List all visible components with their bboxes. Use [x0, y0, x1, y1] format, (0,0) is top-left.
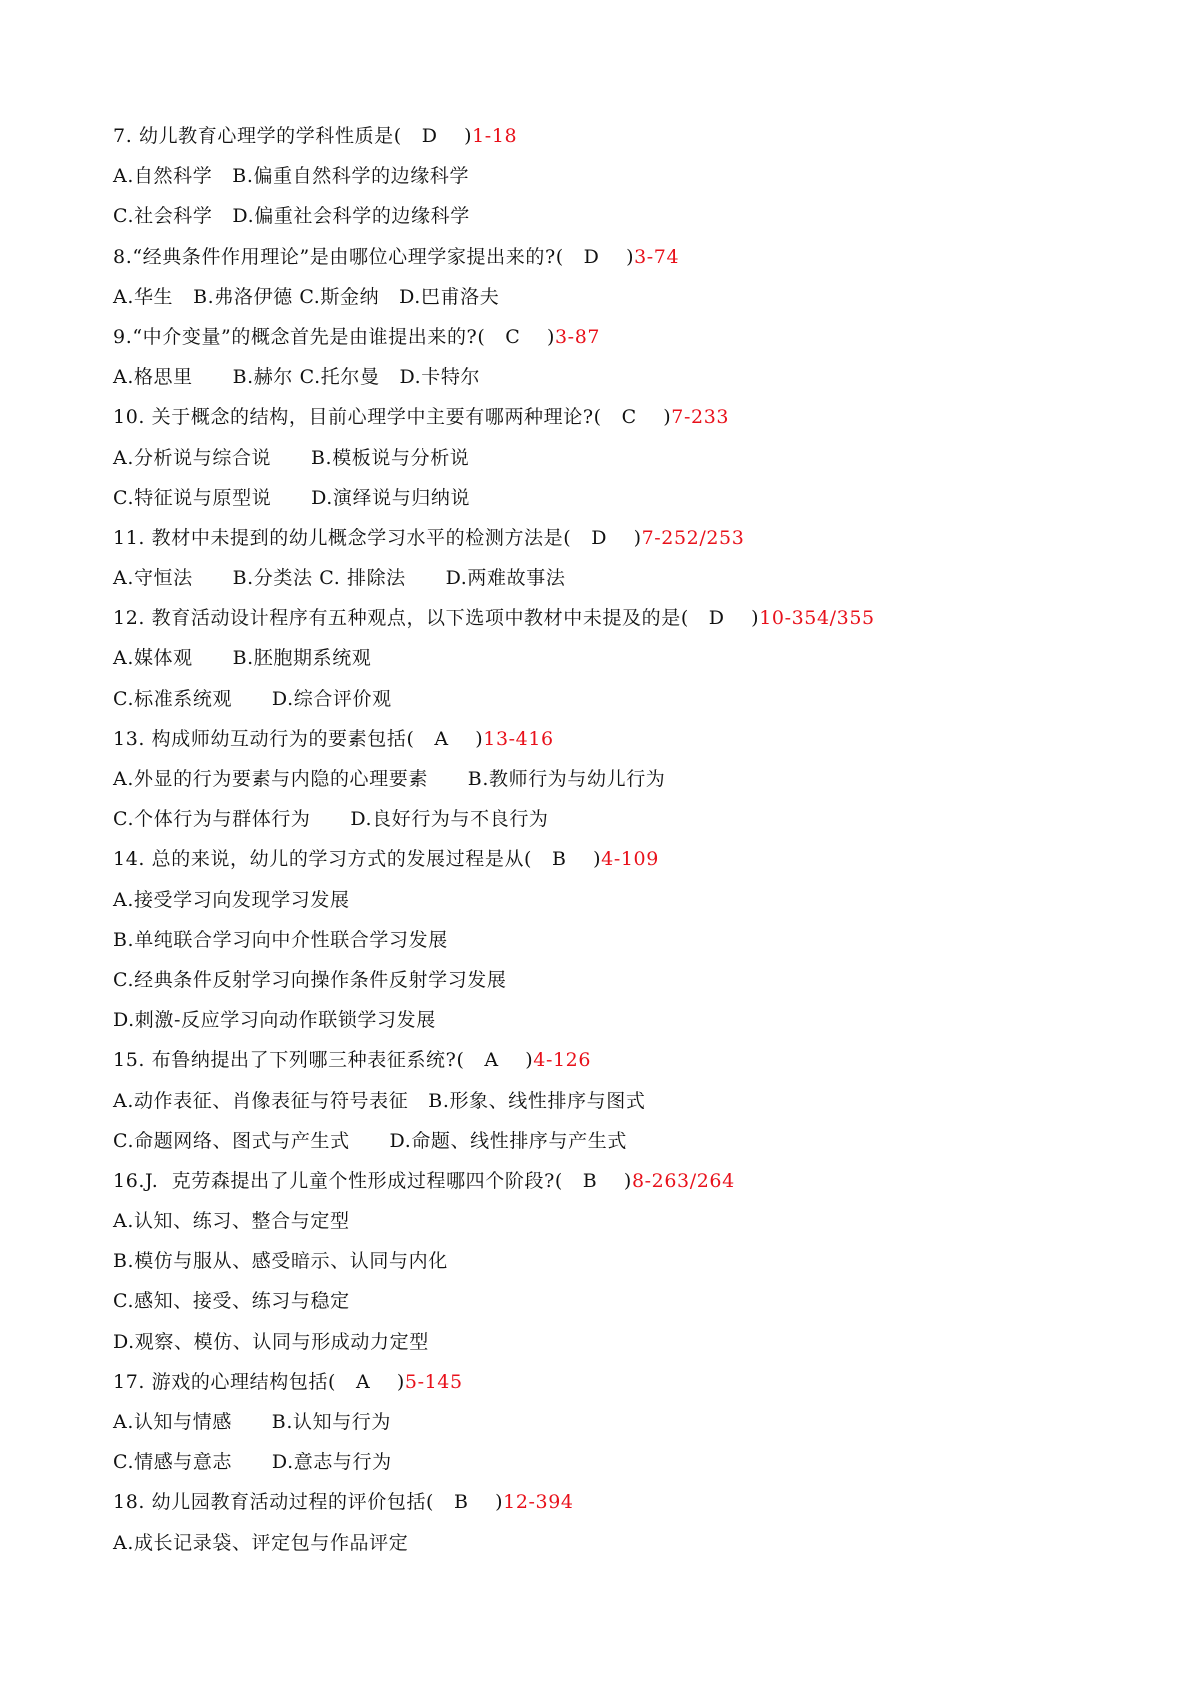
option-line	[113, 1322, 1113, 1362]
question-list	[113, 116, 1113, 1563]
option-line	[113, 277, 1113, 317]
option-line	[113, 759, 1113, 799]
page-reference: 3-74	[634, 245, 680, 268]
option-text: A.华生 B.弗洛伊德 C.斯金纳 D.巴甫洛夫	[113, 285, 500, 308]
page-reference: 7-233	[671, 406, 730, 429]
option-line	[113, 1241, 1113, 1281]
option-text: C.标准系统观 D.综合评价观	[113, 687, 392, 710]
option-text: C.情感与意志 D.意志与行为	[113, 1451, 392, 1474]
option-line	[113, 1281, 1113, 1321]
question-line	[113, 1040, 1113, 1080]
question-line	[113, 116, 1113, 156]
option-text: C.社会科学 D.偏重社会科学的边缘科学	[113, 205, 470, 228]
option-text: A.自然科学 B.偏重自然科学的边缘科学	[113, 165, 470, 188]
option-text: A.认知与情感 B.认知与行为	[113, 1411, 392, 1433]
question-line	[113, 719, 1113, 759]
question-text: 17. 游戏的心理结构包括( A )	[113, 1370, 405, 1393]
option-line	[113, 1000, 1113, 1040]
option-text: C.感知、接受、练习与稳定	[113, 1290, 350, 1313]
option-text: A.成长记录袋、评定包与作品评定	[113, 1531, 409, 1554]
question-text: 8.“经典条件作用理论”是由哪位心理学家提出来的?( D )	[113, 245, 635, 268]
option-line	[113, 920, 1113, 960]
question-line	[113, 839, 1113, 879]
option-text: A.格思里 B.赫尔 C.托尔曼 D.卡特尔	[113, 366, 481, 389]
option-line	[113, 478, 1113, 518]
option-text: A.动作表征、肖像表征与符号表征 B.形象、线性排序与图式	[113, 1089, 646, 1112]
question-text: 12. 教育活动设计程序有五种观点，以下选项中教材中未提及的是( D )	[113, 607, 760, 630]
question-text: 18. 幼儿园教育活动过程的评价包括( B )	[113, 1491, 504, 1514]
option-line	[113, 960, 1113, 1000]
option-text: A.接受学习向发现学习发展	[113, 888, 350, 911]
option-line	[113, 196, 1113, 236]
option-line	[113, 438, 1113, 478]
option-line	[113, 1121, 1113, 1161]
page-reference: 4-126	[533, 1049, 592, 1072]
question-text: 15. 布鲁纳提出了下列哪三种表征系统?( A )	[113, 1049, 534, 1072]
option-text: A.媒体观 B.胚胞期系统观	[113, 647, 372, 670]
option-text: C.个体行为与群体行为 D.良好行为与不良行为	[113, 808, 549, 831]
option-text: A.认知、练习、整合与定型	[113, 1210, 350, 1233]
option-text: A.外显的行为要素与内隐的心理要素 B.教师行为与幼儿行为	[113, 768, 666, 790]
option-text: C.命题网络、图式与产生式 D.命题、线性排序与产生式	[113, 1129, 627, 1152]
option-line	[113, 880, 1113, 920]
option-line	[113, 1201, 1113, 1241]
question-text: 11. 教材中未提到的幼儿概念学习水平的检测方法是( D )	[113, 526, 642, 549]
question-text: 16.J. 克劳森提出了儿童个性形成过程哪四个阶段?( B )	[113, 1169, 632, 1192]
question-line	[113, 317, 1113, 357]
option-text: D.刺激-反应学习向动作联锁学习发展	[113, 1009, 436, 1032]
page-reference: 10-354/355	[759, 607, 875, 630]
option-line	[113, 679, 1113, 719]
page-reference: 1-18	[472, 125, 518, 147]
option-text: C.特征说与原型说 D.演绎说与归纳说	[113, 486, 471, 509]
option-line	[113, 357, 1113, 397]
option-line	[113, 558, 1113, 598]
question-text: 13. 构成师幼互动行为的要素包括( A )	[113, 727, 484, 750]
question-line	[113, 1482, 1113, 1522]
question-line	[113, 1362, 1113, 1402]
page-reference: 8-263/264	[631, 1169, 735, 1192]
question-line	[113, 518, 1113, 558]
option-line	[113, 1523, 1113, 1563]
option-line	[113, 1402, 1113, 1442]
question-line	[113, 598, 1113, 638]
option-text: D.观察、模仿、认同与形成动力定型	[113, 1330, 429, 1353]
option-line	[113, 156, 1113, 196]
option-text: B.单纯联合学习向中介性联合学习发展	[113, 928, 448, 951]
page-reference: 5-145	[404, 1370, 463, 1393]
page-reference: 4-109	[601, 848, 659, 871]
page-reference: 3-87	[554, 325, 601, 348]
option-line	[113, 638, 1113, 678]
question-line	[113, 397, 1113, 437]
question-line	[113, 1161, 1113, 1201]
option-line	[113, 799, 1113, 839]
option-text: A.守恒法 B.分类法 C. 排除法 D.两难故事法	[113, 567, 566, 590]
question-text: 14. 总的来说，幼儿的学习方式的发展过程是从( B )	[113, 848, 602, 871]
question-text: 9.“中介变量”的概念首先是由谁提出来的?( C )	[113, 325, 555, 348]
option-line	[113, 1442, 1113, 1482]
question-text: 7. 幼儿教育心理学的学科性质是( D )	[113, 125, 473, 147]
page-reference: 7-252/253	[641, 526, 745, 549]
option-line	[113, 1081, 1113, 1121]
page-reference: 12-394	[503, 1491, 574, 1514]
question-text: 10. 关于概念的结构，目前心理学中主要有哪两种理论?( C )	[113, 406, 672, 429]
option-text: B.模仿与服从、感受暗示、认同与内化	[113, 1250, 448, 1273]
page-reference: 13-416	[483, 727, 554, 750]
option-text: A.分析说与综合说 B.模板说与分析说	[113, 446, 470, 469]
option-text: C.经典条件反射学习向操作条件反射学习发展	[113, 968, 507, 991]
question-line	[113, 237, 1113, 277]
